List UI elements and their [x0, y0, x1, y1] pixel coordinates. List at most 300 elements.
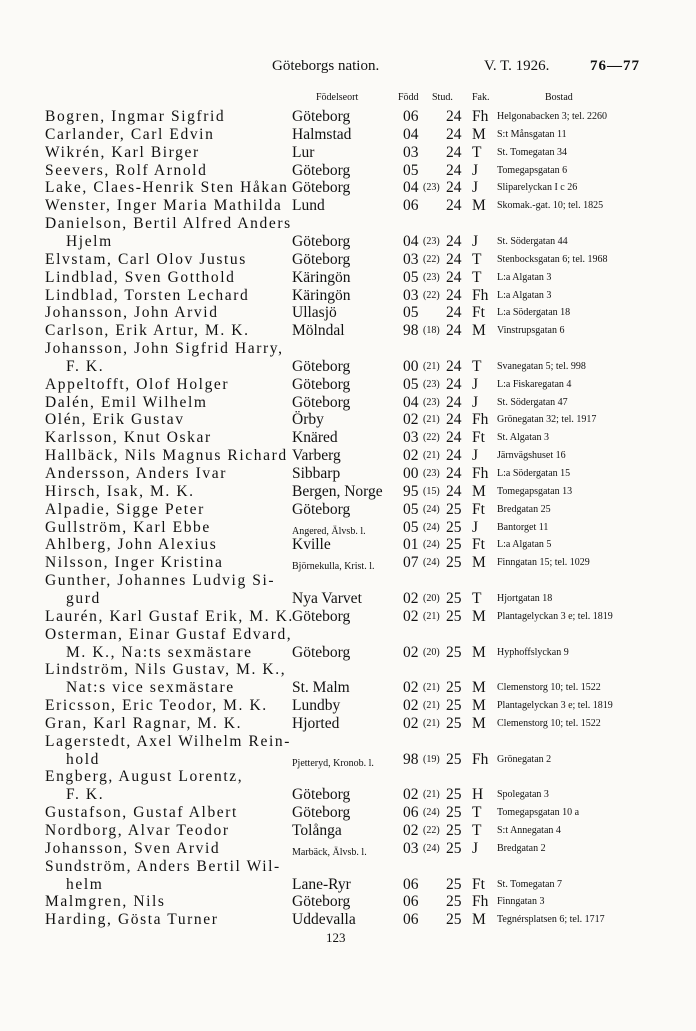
faculty: J [472, 375, 479, 393]
birthplace: Göteborg [292, 232, 351, 250]
birthplace: Göteborg [292, 250, 351, 268]
matriculation-year: (24) [423, 807, 440, 819]
faculty: J [472, 161, 479, 179]
student-name: Hallbäck, Nils Magnus Richard [45, 447, 288, 465]
study-year: 25 [446, 750, 462, 768]
birth-year: 06 [403, 108, 419, 125]
table-row [0, 376, 696, 394]
birth-year: 06 [403, 893, 419, 911]
student-name: Johansson, John Arvid [45, 304, 219, 322]
table-row [0, 358, 696, 376]
birth-year: 06 [403, 911, 419, 929]
student-name: Carlander, Carl Edvin [45, 125, 215, 143]
faculty: Ft [472, 500, 485, 518]
matriculation-year: (20) [423, 646, 440, 658]
student-name: Harding, Gösta Turner [45, 911, 219, 929]
faculty: Ft [472, 429, 485, 447]
table-row [0, 144, 696, 162]
student-name: Alpadie, Sigge Peter [45, 500, 205, 518]
birth-year: 04 [403, 125, 419, 143]
matriculation-year: (21) [423, 610, 440, 622]
birthplace: Lur [292, 143, 315, 161]
birth-year: 05 [403, 268, 419, 286]
student-name: Gustafson, Gustaf Albert [45, 804, 238, 822]
birth-year: 06 [403, 804, 419, 822]
faculty: M [472, 714, 486, 732]
birth-year: 06 [403, 875, 419, 893]
faculty: H [472, 786, 484, 804]
study-year: 25 [446, 893, 462, 911]
student-name: Gunther, Johannes Ludvig Si- [45, 572, 276, 590]
birthplace: Göteborg [292, 108, 351, 125]
faculty: M [472, 679, 486, 697]
address: Tomegapsgatan 6 [497, 164, 568, 176]
study-year: 24 [446, 250, 462, 268]
address: Spolegatan 3 [497, 789, 549, 801]
table-row [0, 322, 696, 340]
table-row [0, 679, 696, 697]
birthplace: Örby [292, 411, 324, 429]
birthplace: Göteborg [292, 804, 351, 822]
table-row [0, 733, 696, 751]
table-row [0, 411, 696, 429]
student-name: Laurén, Karl Gustaf Erik, M. K. [45, 607, 294, 625]
table-row [0, 590, 696, 608]
address: St. Södergatan 47 [497, 396, 568, 408]
faculty: J [472, 839, 479, 857]
table-row [0, 215, 696, 233]
table-row [0, 465, 696, 483]
birthplace: Tolånga [292, 822, 342, 839]
study-year: 24 [446, 286, 462, 304]
birthplace: Göteborg [292, 500, 351, 518]
study-year: 25 [446, 911, 462, 929]
address: Plantagelyckan 3 e; tel. 1819 [497, 610, 613, 622]
address: Bredgatan 25 [497, 503, 551, 515]
page-range: 76—77 [590, 58, 640, 74]
faculty: M [472, 643, 486, 661]
matriculation-year: (24) [423, 503, 440, 515]
birth-year: 02 [403, 411, 419, 429]
birthplace: Mölndal [292, 322, 345, 340]
birth-year: 03 [403, 143, 419, 161]
faculty: M [472, 197, 486, 215]
matriculation-year: (23) [423, 396, 440, 408]
matriculation-year: (21) [423, 789, 440, 801]
faculty: Fh [472, 286, 489, 304]
student-name: Gullström, Karl Ebbe [45, 518, 211, 536]
study-year: 25 [446, 786, 462, 804]
birthplace: Angered, Älvsb. l. [292, 525, 366, 537]
birthplace: Hjorted [292, 714, 340, 732]
study-year: 24 [446, 429, 462, 447]
birth-year: 03 [403, 286, 419, 304]
study-year: 25 [446, 804, 462, 822]
table-row [0, 251, 696, 269]
table-row [0, 768, 696, 786]
birthplace: Göteborg [292, 179, 351, 197]
study-year: 25 [446, 714, 462, 732]
address: Järnvägshuset 16 [497, 450, 566, 462]
student-name: Lindblad, Sven Gotthold [45, 268, 236, 286]
table-row [0, 340, 696, 358]
study-year: 24 [446, 375, 462, 393]
study-year: 25 [446, 518, 462, 536]
table-row [0, 483, 696, 501]
address: Hyphoffslyckan 9 [497, 646, 569, 658]
table-row [0, 197, 696, 215]
matriculation-year: (21) [423, 717, 440, 729]
student-name: Hjelm [66, 232, 113, 250]
birth-year: 02 [403, 589, 419, 607]
birth-year: 02 [403, 679, 419, 697]
student-name: Elvstam, Carl Olov Justus [45, 250, 247, 268]
faculty: J [472, 232, 479, 250]
table-row [0, 126, 696, 144]
study-year: 24 [446, 268, 462, 286]
address: Finngatan 15; tel. 1029 [497, 557, 590, 569]
birth-year: 01 [403, 536, 419, 554]
study-year: 24 [446, 447, 462, 465]
birth-year: 04 [403, 179, 419, 197]
birth-year: 03 [403, 839, 419, 857]
student-name: Bogren, Ingmar Sigfrid [45, 108, 226, 125]
table-row [0, 751, 696, 769]
table-row [0, 501, 696, 519]
address: Tomegapsgatan 10 a [497, 807, 580, 819]
table-row [0, 822, 696, 840]
matriculation-year: (24) [423, 539, 440, 551]
table-row [0, 108, 696, 126]
student-name: F. K. [66, 786, 105, 804]
student-name: Olén, Erik Gustav [45, 411, 185, 429]
address: L:a Algatan 3 [497, 289, 552, 301]
student-name: Ericsson, Eric Teodor, M. K. [45, 697, 268, 715]
birthplace: Göteborg [292, 357, 351, 375]
birth-year: 98 [403, 322, 419, 340]
student-name: Engberg, August Lorentz, [45, 768, 244, 786]
birthplace: Knäred [292, 429, 338, 447]
matriculation-year: (18) [423, 325, 440, 337]
birthplace: Nya Varvet [292, 589, 362, 607]
address: Sliparelyckan I c 26 [497, 182, 578, 194]
birth-year: 02 [403, 643, 419, 661]
study-year: 24 [446, 125, 462, 143]
study-year: 25 [446, 536, 462, 554]
address: L:a Algatan 5 [497, 539, 552, 551]
study-year: 24 [446, 108, 462, 125]
address: S:t Annegatan 4 [497, 825, 561, 836]
table-row [0, 608, 696, 626]
address: Helgonabacken 3; tel. 2260 [497, 111, 607, 122]
running-title: Göteborgs nation. [272, 58, 380, 74]
birth-year: 00 [403, 357, 419, 375]
table-row [0, 911, 696, 929]
birth-year: 05 [403, 518, 419, 536]
table-row [0, 179, 696, 197]
student-name: Andersson, Anders Ivar [45, 465, 227, 482]
student-name: gurd [66, 589, 101, 607]
study-year: 25 [446, 697, 462, 715]
term-label: V. T. 1926. [484, 58, 550, 74]
matriculation-year: (20) [423, 592, 440, 604]
address: Vinstrupsgatan 6 [497, 325, 565, 337]
table-row [0, 697, 696, 715]
student-name: Wenster, Inger Maria Mathilda [45, 197, 283, 215]
faculty: Ft [472, 536, 485, 554]
birthplace: Käringön [292, 286, 351, 304]
study-year: 24 [446, 322, 462, 340]
study-year: 25 [446, 822, 462, 839]
student-name: Johansson, Sven Arvid [45, 839, 221, 857]
study-year: 24 [446, 232, 462, 250]
matriculation-year: (22) [423, 825, 440, 836]
student-name: M. K., Na:ts sexmästare [66, 643, 253, 661]
study-year: 24 [446, 482, 462, 500]
table-row [0, 858, 696, 876]
student-name: Lake, Claes-Henrik Sten Håkan [45, 179, 289, 197]
table-row [0, 840, 696, 858]
faculty: T [472, 268, 482, 286]
study-year: 25 [446, 500, 462, 518]
student-name: Dalén, Emil Wilhelm [45, 393, 208, 411]
student-name: Lindström, Nils Gustav, M. K., [45, 661, 287, 679]
table-row [0, 429, 696, 447]
birth-year: 02 [403, 822, 419, 839]
student-name: Danielson, Bertil Alfred Anders [45, 215, 292, 233]
table-row [0, 394, 696, 412]
study-year: 25 [446, 643, 462, 661]
matriculation-year: (23) [423, 271, 440, 283]
birthplace: Göteborg [292, 375, 351, 393]
address: St. Tomegatan 7 [497, 878, 562, 890]
matriculation-year: (24) [423, 842, 440, 854]
address: St. Tomegatan 34 [497, 146, 567, 158]
birth-year: 05 [403, 500, 419, 518]
table-row [0, 715, 696, 733]
birth-year: 98 [403, 750, 419, 768]
study-year: 24 [446, 179, 462, 197]
table-row [0, 287, 696, 305]
birthplace: Pjetteryd, Kronob. l. [292, 757, 374, 769]
faculty: T [472, 804, 482, 822]
birthplace: Göteborg [292, 393, 351, 411]
birth-year: 00 [403, 465, 419, 482]
student-name: Hirsch, Isak, M. K. [45, 482, 195, 500]
table-row [0, 876, 696, 894]
birth-year: 02 [403, 447, 419, 465]
student-name: Gran, Karl Ragnar, M. K. [45, 714, 243, 732]
study-year: 25 [446, 554, 462, 572]
birthplace: Lund [292, 197, 325, 215]
faculty: J [472, 447, 479, 465]
birth-year: 02 [403, 607, 419, 625]
faculty: Fh [472, 893, 489, 911]
faculty: J [472, 179, 479, 197]
faculty: Ft [472, 304, 485, 322]
student-name: Malmgren, Nils [45, 893, 166, 911]
student-name: Carlson, Erik Artur, M. K. [45, 322, 250, 340]
study-year: 25 [446, 679, 462, 697]
address: St. Algatan 3 [497, 432, 549, 444]
address: St. Södergatan 44 [497, 235, 568, 247]
faculty: M [472, 482, 486, 500]
birthplace: Björnekulla, Krist. l. [292, 561, 375, 573]
birthplace: Göteborg [292, 786, 351, 804]
birthplace: Käringön [292, 268, 351, 286]
birth-year: 02 [403, 714, 419, 732]
matriculation-year: (21) [423, 682, 440, 694]
table-row [0, 804, 696, 822]
faculty: Fh [472, 750, 489, 768]
faculty: M [472, 607, 486, 625]
address: Bantorget 11 [497, 521, 549, 533]
address: L:a Södergatan 15 [497, 468, 571, 479]
faculty: T [472, 143, 482, 161]
table-row [0, 572, 696, 590]
student-name: Nilsson, Inger Kristina [45, 554, 224, 572]
student-name: Johansson, John Sigfrid Harry, [45, 340, 284, 358]
table-row [0, 447, 696, 465]
address: Bredgatan 2 [497, 842, 546, 854]
study-year: 24 [446, 357, 462, 375]
matriculation-year: (21) [423, 414, 440, 426]
birthplace: Uddevalla [292, 911, 356, 929]
birthplace: Göteborg [292, 643, 351, 661]
address: Clemenstorg 10; tel. 1522 [497, 717, 601, 729]
matriculation-year: (23) [423, 468, 440, 479]
matriculation-year: (24) [423, 521, 440, 533]
birthplace: Göteborg [292, 893, 351, 911]
address: Stenbocksgatan 6; tel. 1968 [497, 253, 608, 265]
student-name: Karlsson, Knut Oskar [45, 429, 212, 447]
table-row [0, 661, 696, 679]
study-year: 24 [446, 304, 462, 322]
student-name: hold [66, 750, 100, 768]
student-name: Ahlberg, John Alexius [45, 536, 218, 554]
table-row [0, 233, 696, 251]
address: L:a Algatan 3 [497, 271, 552, 283]
study-year: 24 [446, 143, 462, 161]
faculty: T [472, 250, 482, 268]
column-header-born: Född [398, 92, 419, 103]
faculty: M [472, 125, 486, 143]
table-row [0, 626, 696, 644]
faculty: T [472, 589, 482, 607]
student-name: Lagerstedt, Axel Wilhelm Rein- [45, 732, 291, 750]
student-name: helm [66, 875, 104, 893]
birthplace: Göteborg [292, 607, 351, 625]
study-year: 25 [446, 607, 462, 625]
birthplace: Sibbarp [292, 465, 341, 482]
birthplace: St. Malm [292, 679, 350, 697]
student-name: Appeltofft, Olof Holger [45, 375, 230, 393]
study-year: 24 [446, 465, 462, 482]
matriculation-year: (21) [423, 360, 440, 372]
student-name: Sundström, Anders Bertil Wil- [45, 857, 281, 875]
faculty: T [472, 822, 482, 839]
address: Plantagelyckan 3 e; tel. 1819 [497, 700, 613, 712]
address: S:t Månsgatan 11 [497, 128, 567, 140]
birth-year: 03 [403, 250, 419, 268]
birth-year: 02 [403, 786, 419, 804]
faculty: Fh [472, 411, 489, 429]
column-header-address: Bostad [545, 92, 573, 103]
table-row [0, 304, 696, 322]
table-row [0, 893, 696, 911]
address: Grönegatan 32; tel. 1917 [497, 414, 597, 426]
birth-year: 06 [403, 197, 419, 215]
table-row [0, 269, 696, 287]
matriculation-year: (15) [423, 485, 440, 497]
faculty: Fh [472, 465, 489, 482]
address: Skomak.-gat. 10; tel. 1825 [497, 200, 604, 212]
column-header-stud: Stud. [432, 92, 453, 103]
address: Clemenstorg 10; tel. 1522 [497, 682, 601, 694]
birthplace: Marbäck, Älvsb. l. [292, 846, 367, 858]
page-number: 123 [326, 930, 346, 945]
birthplace: Halmstad [292, 125, 352, 143]
study-year: 24 [446, 197, 462, 215]
birth-year: 02 [403, 697, 419, 715]
birth-year: 05 [403, 161, 419, 179]
birthplace: Lane-Ryr [292, 875, 351, 893]
table-row [0, 519, 696, 537]
student-name: Osterman, Einar Gustaf Edvard, [45, 625, 293, 643]
address: Svanegatan 5; tel. 998 [497, 360, 586, 372]
address: Hjortgatan 18 [497, 592, 553, 604]
faculty: T [472, 357, 482, 375]
address: Tomegapsgatan 13 [497, 485, 573, 497]
study-year: 25 [446, 839, 462, 857]
study-year: 24 [446, 411, 462, 429]
column-header-faculty: Fak. [472, 92, 490, 103]
faculty: Fh [472, 108, 489, 125]
faculty: J [472, 518, 479, 536]
birth-year: 05 [403, 304, 419, 322]
table-row [0, 536, 696, 554]
student-name: Wikrén, Karl Birger [45, 143, 200, 161]
column-header-birthplace: Födelseort [316, 92, 359, 103]
student-name: F. K. [66, 357, 105, 375]
address: Finngatan 3 [497, 896, 545, 908]
faculty: M [472, 322, 486, 340]
matriculation-year: (23) [423, 182, 440, 194]
study-year: 24 [446, 393, 462, 411]
faculty: J [472, 393, 479, 411]
birthplace: Bergen, Norge [292, 482, 383, 500]
faculty: M [472, 554, 486, 572]
matriculation-year: (21) [423, 700, 440, 712]
matriculation-year: (22) [423, 432, 440, 444]
birthplace: Göteborg [292, 161, 351, 179]
birthplace: Ullasjö [292, 304, 337, 322]
study-year: 24 [446, 161, 462, 179]
student-name: Nordborg, Alvar Teodor [45, 822, 230, 839]
birth-year: 04 [403, 232, 419, 250]
matriculation-year: (23) [423, 235, 440, 247]
birthplace: Kville [292, 536, 331, 554]
study-year: 25 [446, 875, 462, 893]
student-name: Lindblad, Torsten Lechard [45, 286, 250, 304]
table-row [0, 162, 696, 180]
address: Grönegatan 2 [497, 753, 552, 765]
faculty: M [472, 911, 486, 929]
matriculation-year: (22) [423, 253, 440, 265]
address: Tegnérsplatsen 6; tel. 1717 [497, 914, 605, 926]
matriculation-year: (21) [423, 450, 440, 462]
birth-year: 95 [403, 482, 419, 500]
